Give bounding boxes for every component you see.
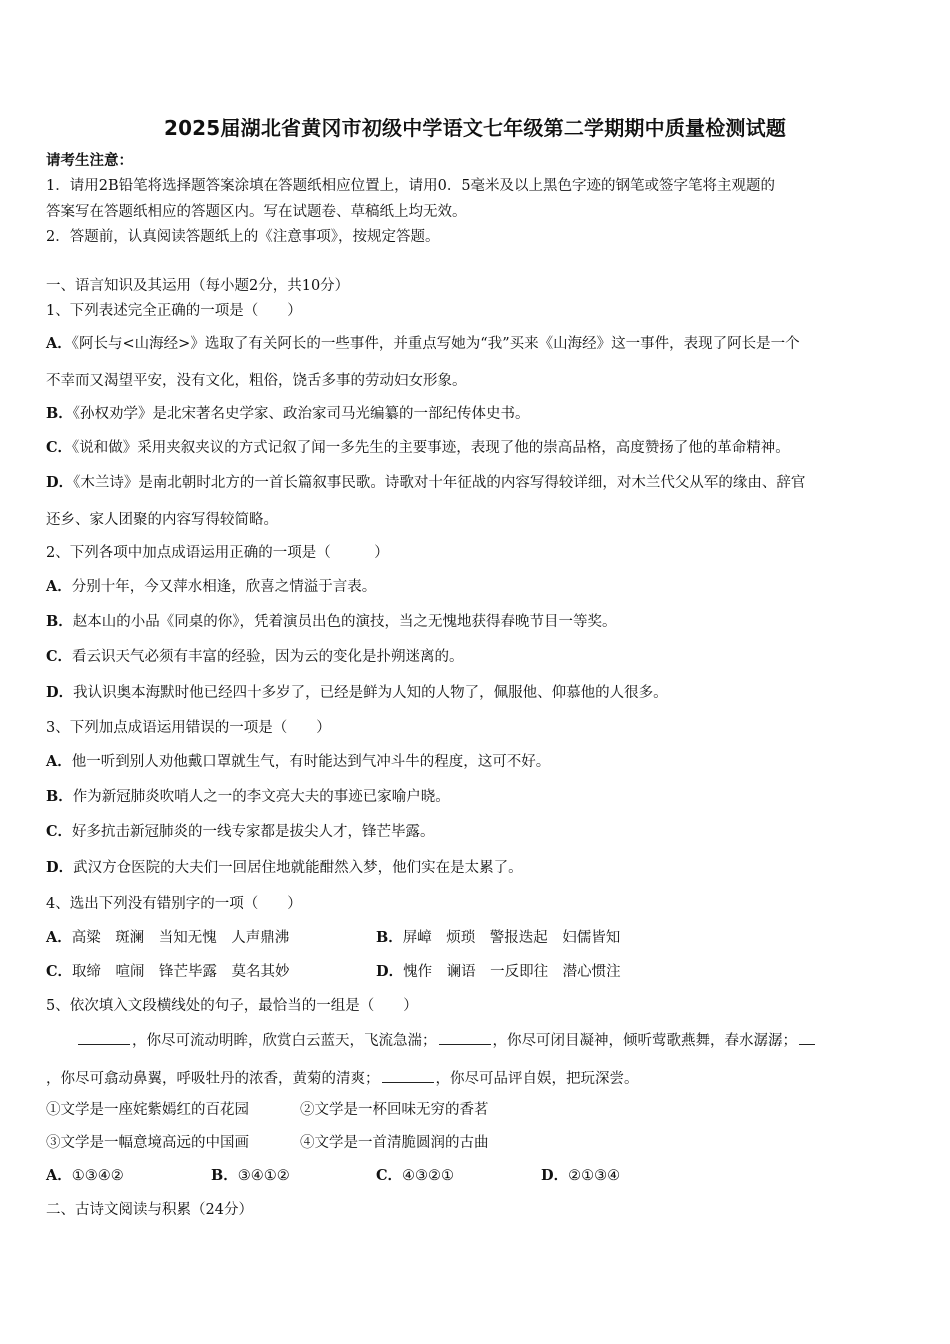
q1-option-d-line-2: 还乡、家人团聚的内容写得较简略。	[46, 512, 278, 528]
notice-item-1-line-2: 答案写在答题纸相应的答题区内。写在试题卷、草稿纸上均无效。	[46, 204, 467, 220]
q5-sentence-3: ③文学是一幅意境高远的中国画	[46, 1135, 249, 1151]
q5-option-c: C．④③②①	[376, 1167, 455, 1184]
q4-option-a: A．高粱 斑澜 当知无愧 人声鼎沸	[46, 929, 290, 946]
q5-sentence-4: ④文学是一首清脆圆润的古曲	[300, 1135, 489, 1151]
option-letter: B．	[46, 405, 73, 422]
notice-item-1-line-1: 1．请用2B铅笔将选择题答案涂填在答题纸相应位置上，请用0．5毫米及以上黑色字迹的钢笔或签字笔将主观题的	[46, 178, 776, 194]
option-letter: C．	[46, 963, 73, 980]
section-1-heading: 一、语言知识及其运用（每小题2分，共10分）	[46, 278, 350, 294]
q4-stem: 4、选出下列没有错别字的一项（ ）	[46, 896, 302, 912]
q3-option-b: B．作为新冠肺炎吹哨人之一的李文亮大夫的事迹已家喻户晓。	[46, 788, 450, 805]
q5-sentence-2: ②文学是一杯回味无穷的香茗	[300, 1102, 489, 1118]
q4-option-d: D．愧作 谰语 一反即往 潜心惯注	[376, 963, 621, 980]
q5-passage-line-1	[76, 1030, 817, 1051]
q5-sentence-1: ①文学是一座姹紫嫣红的百花园	[46, 1102, 249, 1118]
q2-option-a: A．分别十年，今又萍水相逢，欣喜之情溢于言表。	[46, 578, 377, 595]
option-letter: D．	[46, 474, 74, 491]
q5-passage-part-3: ，你尽可翕动鼻翼，呼吸牡丹的浓香，黄菊的清爽；	[46, 1071, 380, 1087]
option-letter: B．	[46, 788, 73, 805]
answer-blank-2	[439, 1030, 491, 1045]
option-letter: A．	[46, 1167, 72, 1184]
q5-passage-part-1: ，你尽可流动明眸，欣赏白云蓝天，飞流急湍；	[132, 1033, 437, 1049]
q1-option-b: B．《孙权劝学》是北宋著名史学家、政治家司马光编纂的一部纪传体史书。	[46, 405, 530, 422]
option-letter: A．	[46, 929, 72, 946]
answer-blank-3	[799, 1030, 815, 1045]
q2-option-b: B．赵本山的小品《同桌的你》，凭着演员出色的演技，当之无愧地获得春晚节目一等奖。	[46, 613, 617, 630]
page-title: 2025届湖北省黄冈市初级中学语文七年级第二学期期中质量检测试题	[163, 116, 787, 140]
answer-blank-1	[78, 1030, 130, 1045]
option-letter: D．	[376, 963, 404, 980]
option-letter: C．	[46, 823, 73, 840]
option-letter: D．	[541, 1167, 569, 1184]
option-letter: C．	[46, 648, 73, 665]
option-letter: A．	[46, 335, 72, 352]
option-letter: A．	[46, 753, 72, 770]
q2-stem: 2、下列各项中加点成语运用正确的一项是（ ）	[46, 545, 389, 561]
option-letter: D．	[46, 684, 74, 701]
q2-option-c: C．看云识天气必须有丰富的经验，因为云的变化是扑朔迷离的。	[46, 648, 464, 665]
q3-option-c: C．好多抗击新冠肺炎的一线专家都是拔尖人才，锋芒毕露。	[46, 823, 435, 840]
q5-option-d: D．②①③④	[541, 1167, 621, 1184]
option-letter: D．	[46, 859, 74, 876]
notice-item-2: 2．答题前，认真阅读答题纸上的《注意事项》，按规定答题。	[46, 229, 440, 245]
q3-option-a: A．他一听到别人劝他戴口罩就生气，有时能达到气冲斗牛的程度，这可不好。	[46, 753, 551, 770]
q1-option-a-line-1: A．《阿长与<山海经>》选取了有关阿长的一些事件，并重点写她为“我”买来《山海经》这一事件，表现了阿长是一个	[46, 335, 800, 352]
option-letter: B．	[46, 613, 73, 630]
q1-option-d-line-1: D．《木兰诗》是南北朝时北方的一首长篇叙事民歌。诗歌对十年征战的内容写得较详细，对木兰代父从军的缘由、辞官	[46, 474, 806, 491]
q2-option-d: D．我认识奥本海默时他已经四十多岁了，已经是鲜为人知的人物了，佩服他、仰慕他的人很多。	[46, 684, 668, 701]
q1-option-c: C．《说和做》采用夹叙夹议的方式记叙了闻一多先生的主要事迹，表现了他的崇高品格，高度赞扬了他的革命精神。	[46, 439, 790, 456]
option-letter: B．	[376, 929, 403, 946]
q5-passage-part-2: ，你尽可闭目凝神，倾听莺歌燕舞，春水潺潺；	[492, 1033, 797, 1049]
q1-option-a-line-2: 不幸而又渴望平安，没有文化，粗俗，饶舌多事的劳动妇女形象。	[46, 373, 467, 389]
q5-passage-part-4: ，你尽可品评自娱，把玩深尝。	[435, 1071, 639, 1087]
q3-option-d: D．武汉方仓医院的大夫们一回居住地就能酣然入梦，他们实在是太累了。	[46, 859, 523, 876]
answer-blank-4	[382, 1068, 434, 1083]
q5-passage-line-2	[46, 1068, 639, 1089]
q5-stem: 5、依次填入文段横线处的句子，最恰当的一组是（ ）	[46, 998, 418, 1014]
q3-stem: 3、下列加点成语运用错误的一项是（ ）	[46, 720, 331, 736]
section-2-heading: 二、古诗文阅读与积累（24分）	[46, 1202, 253, 1218]
option-letter: C．	[376, 1167, 403, 1184]
option-letter: C．	[46, 439, 73, 456]
q5-option-b: B．③④①②	[211, 1167, 290, 1184]
option-letter: B．	[211, 1167, 238, 1184]
notice-heading: 请考生注意：	[46, 152, 133, 169]
q5-option-a: A．①③④②	[46, 1167, 124, 1184]
q4-option-b: B．屏嶂 烦琐 警报迭起 妇儒皆知	[376, 929, 621, 946]
option-letter: A．	[46, 578, 72, 595]
q1-stem: 1、下列表述完全正确的一项是（ ）	[46, 303, 302, 319]
q4-option-c: C．取缔 喧闹 锋芒毕露 莫名其妙	[46, 963, 290, 980]
